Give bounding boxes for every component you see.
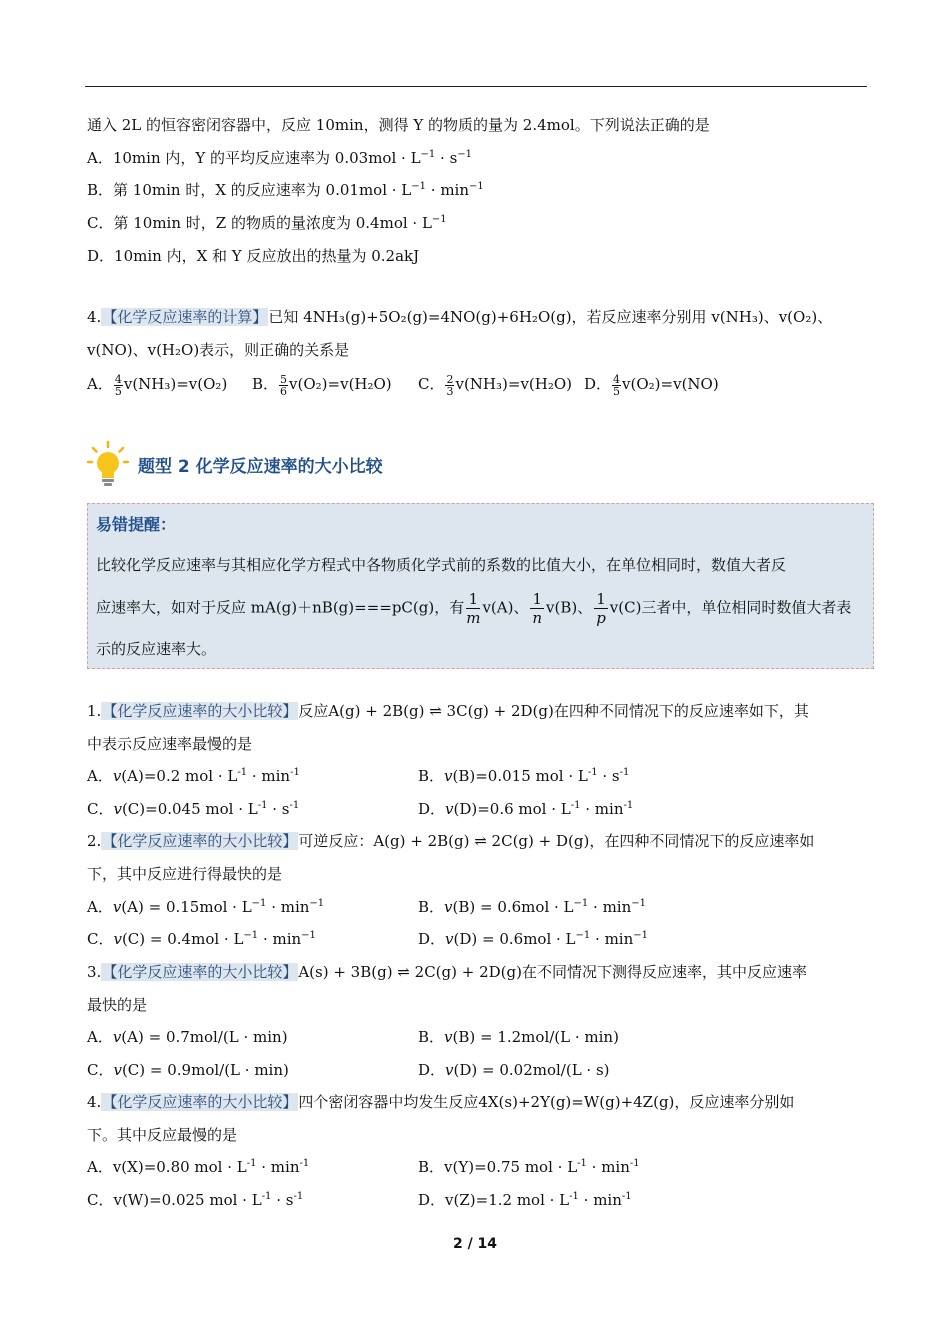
option-a: A．𝑣(A) = 0.7mol/(L · min) bbox=[87, 1028, 288, 1046]
question-2-line2: 下，其中反应进行得最快的是 bbox=[87, 865, 283, 883]
option-b: B．第 10min 时，X 的反应速率为 $0.01mol \cdot L^{-1} \cdot \min^{-1}$ bbox=[87, 181, 484, 199]
option-c: C． $\frac{2}{3}$ v(NH₃)=v(H₂O) bbox=[418, 372, 573, 398]
question-3-line2: 最快的是 bbox=[87, 996, 148, 1014]
option-b: B．v(Y)=0.75 mol · $L^{-1} \cdot \min^{-1}$ bbox=[418, 1158, 640, 1176]
option-b: B．𝑣(B) = 1.2mol/(L · min) bbox=[418, 1028, 619, 1046]
topic-tag: 【化学反应速率的计算】 bbox=[102, 308, 268, 326]
option-c: C．𝑣(C) = 0.9mol/(L · min) bbox=[87, 1061, 289, 1079]
lightbulb-icon bbox=[87, 440, 129, 488]
option-b: B．𝑣(B) = $0.6mol \cdot L^{-1} \cdot \min^{-1}$ bbox=[418, 898, 647, 916]
header-rule bbox=[85, 86, 867, 87]
question-4-calc-line2: v(NO)、v(H₂O)表示，则正确的关系是 bbox=[87, 341, 350, 359]
page-number: 2 / 14 bbox=[452, 1236, 498, 1252]
option-c: C．第 10min 时，Z 的物质的量浓度为 $0.4mol \cdot L^{-1}$ bbox=[87, 214, 447, 232]
option-b: B．𝑣(B)=0.015 mol · $L^{-1} \cdot s^{-1}$ bbox=[418, 767, 630, 785]
option-d: D．v(Z)=1.2 mol · $L^{-1} \cdot \min^{-1}$ bbox=[418, 1191, 632, 1209]
tip-heading: 易错提醒： bbox=[96, 515, 177, 534]
question-1: 1.【化学反应速率的大小比较】反应A(g) + 2B(g) ⇌ 3C(g) + 2D(g)在四种不同情况下的反应速率如下，其 bbox=[87, 702, 809, 720]
option-d: D．𝑣(D)=0.6 mol · $L^{-1} \cdot \min^{-1}$ bbox=[418, 800, 634, 818]
tip-line: 比较化学反应速率与其相应化学方程式中各物质化学式前的系数的比值大小，在单位相同时，数值大者反 bbox=[96, 556, 787, 574]
option-a: A．𝑣(A)=0.2 mol · $L^{-1} \cdot \min^{-1}$ bbox=[87, 767, 300, 785]
option-a: A．v(X)=0.80 mol · $L^{-1} \cdot \min^{-1}$ bbox=[87, 1158, 310, 1176]
section-title: 题型 2 化学反应速率的大小比较 bbox=[138, 457, 383, 477]
option-a: A． $\frac{4}{5}$ v(NH₃)=v(O₂) bbox=[87, 372, 228, 398]
option-a: A．10min 内，Y 的平均反应速率为 $0.03mol \cdot L^{-1} \cdot s^{-1}$ bbox=[87, 149, 473, 167]
topic-tag: 【化学反应速率的大小比较】 bbox=[102, 832, 298, 850]
topic-tag: 【化学反应速率的大小比较】 bbox=[102, 1093, 298, 1111]
option-d: D．10min 内，X 和 Y 反应放出的热量为 0.2akJ bbox=[87, 247, 420, 265]
tip-line: 示的反应速率大。 bbox=[96, 640, 217, 658]
option-c: C．𝑣(C) = $0.4mol \cdot L^{-1} \cdot \min^{-1}$ bbox=[87, 930, 316, 948]
question-4-line2: 下。其中反应最慢的是 bbox=[87, 1126, 238, 1144]
question-4-calc: 4.【化学反应速率的计算】已知 4NH₃(g)+5O₂(g)=4NO(g)+6H₂O(g)，若反应速率分别用 v(NH₃)、v(O₂)、 bbox=[87, 308, 833, 326]
option-c: C．v(W)=0.025 mol · $L^{-1} \cdot s^{-1}$ bbox=[87, 1191, 304, 1209]
question-3: 3.【化学反应速率的大小比较】A(s) + 3B(g) ⇌ 2C(g) + 2D(g)在不同情况下测得反应速率，其中反应速率 bbox=[87, 963, 807, 981]
question-4: 4.【化学反应速率的大小比较】四个密闭容器中均发生反应4X(s)+2Y(g)=W(g)+4Z(g)，反应速率分别如 bbox=[87, 1093, 795, 1111]
option-d: D．𝑣(D) = 0.02mol/(L · s) bbox=[418, 1061, 610, 1079]
option-d: D． $\frac{4}{5}$ v(O₂)=v(NO) bbox=[584, 372, 719, 398]
option-c: C．𝑣(C)=0.045 mol · $L^{-1} \cdot s^{-1}$ bbox=[87, 800, 300, 818]
option-d: D．𝑣(D) = $0.6mol \cdot L^{-1} \cdot \min^{-1}$ bbox=[418, 930, 649, 948]
question-intro: 通入 2L 的恒容密闭容器中，反应 10min，测得 Y 的物质的量为 2.4mol。下列说法正确的是 bbox=[87, 116, 710, 134]
option-b: B． $\frac{5}{6}$ v(O₂)=v(H₂O) bbox=[252, 372, 392, 398]
question-1-line2: 中表示反应速率最慢的是 bbox=[87, 735, 253, 753]
question-2: 2.【化学反应速率的大小比较】可逆反应：A(g) + 2B(g) ⇌ 2C(g) + D(g)，在四种不同情况下的反应速率如 bbox=[87, 832, 815, 850]
tip-box bbox=[87, 503, 874, 669]
option-a: A．𝑣(A) = $0.15mol \cdot L^{-1} \cdot \min^{-1}$ bbox=[87, 898, 325, 916]
topic-tag: 【化学反应速率的大小比较】 bbox=[102, 702, 298, 720]
tip-line: 应速率大，如对于反应 mA(g)＋nB(g)===pC(g)，有 $\frac{1}{m}$ v(A)、 $\frac{1}{n}$ v(B)、 $\frac{1}{p}$ v(C)三者中，单位相同时数值大者表 bbox=[96, 590, 852, 627]
topic-tag: 【化学反应速率的大小比较】 bbox=[102, 963, 298, 981]
